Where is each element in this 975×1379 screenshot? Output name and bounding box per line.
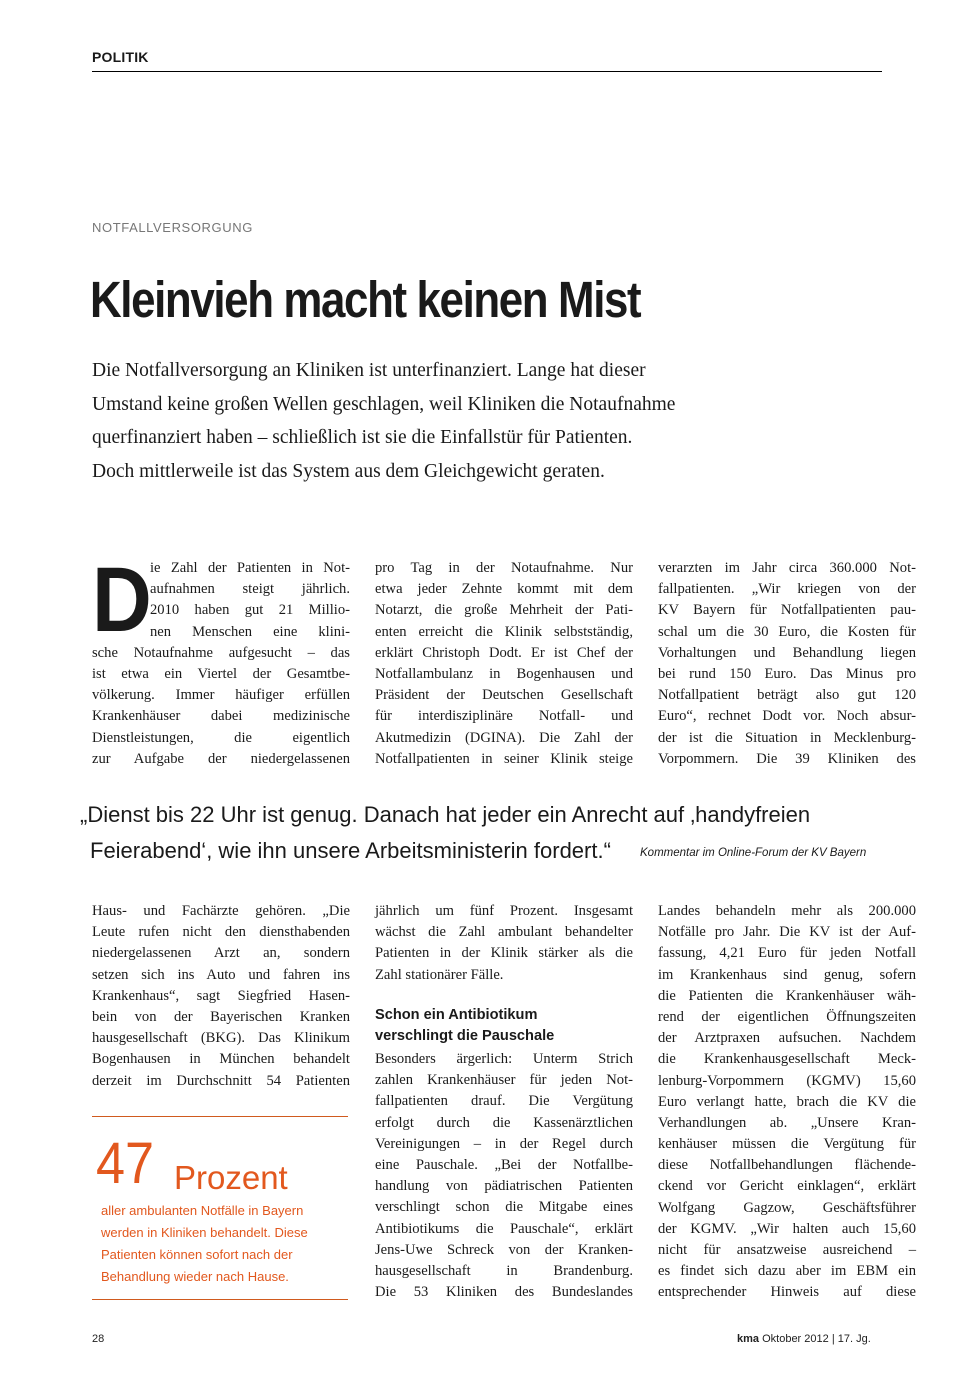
text-line: Notfallambulanz in Bogenhausen und <box>375 665 633 682</box>
text-line: Krankenhäuser dabei medizinische <box>92 708 350 725</box>
text-line: hausgesellschaft (BKG). Das Klinikum <box>92 1030 350 1047</box>
lead-line: Umstand keine großen Wellen geschlagen, weil Kliniken die Notaufnahme <box>92 393 676 415</box>
page-number: 28 <box>92 1333 105 1345</box>
text-line: Vorpommern. Die 39 Kliniken des <box>658 750 916 767</box>
text-line: schal um die 30 Euro, die Kosten für <box>658 623 916 640</box>
text-line: zur Aufgabe der niedergelassenen <box>92 750 350 767</box>
text-line: Patienten in der Klinik stärker als die <box>375 945 633 962</box>
sub-heading-line: Schon ein Antibiotikum <box>375 1007 538 1023</box>
factbox-text-line: aller ambulanten Notfälle in Bayern <box>101 1203 304 1218</box>
text-line: ie Zahl der Patienten in Not- <box>150 560 350 576</box>
factbox-unit: Prozent <box>174 1159 288 1196</box>
text-line: entsprechender Hinweis auf diese <box>658 1284 916 1301</box>
text-line: setzen sich ins Auto und fahren ins <box>92 966 350 983</box>
text-line: Haus- und Fachärzte gehören. „Die <box>92 903 350 919</box>
text-line: Verhandlungen ab. „Unsere Kran- <box>658 1114 916 1131</box>
text-line: nicht für ansatzweise ausreichend – <box>658 1242 916 1258</box>
text-line: rend der eigentlichen Öffnungszeiten <box>658 1008 916 1025</box>
factbox-top-rule <box>92 1116 348 1117</box>
text-line: Dienstleistungen, die eigentlich <box>92 729 350 746</box>
issue-date: Oktober 2012 <box>762 1333 829 1345</box>
text-line: verarzten im Jahr circa 360.000 Not- <box>658 560 916 576</box>
text-line: niedergelassenen Arzt an, sondern <box>92 945 350 962</box>
drop-cap: D <box>92 549 152 651</box>
text-line: Präsident der Deutschen Gesellschaft <box>375 687 633 704</box>
text-line: sche Notaufnahme aufgesucht – das <box>92 644 350 661</box>
lead-line: Die Notfallversorgung an Kliniken ist unterfinanziert. Lange hat dieser <box>92 360 646 381</box>
pull-quote-line: „Dienst bis 22 Uhr ist genug. Danach hat jeder ein Anrecht auf ‚handyfreien <box>80 802 811 827</box>
upper-column-1 <box>92 558 350 770</box>
text-line: Notfälle pro Jahr. Die KV ist der Auf- <box>658 924 916 941</box>
text-line: fallpatienten. „Wir kriegen von der <box>658 581 916 598</box>
pull-quote-source: Kommentar im Online-Forum der KV Bayern <box>640 847 867 859</box>
pull-quote-line: Feierabend‘, wie ihn unsere Arbeitsministerin fordert.“ <box>90 838 611 863</box>
text-line: jährlich um fünf Prozent. Insgesamt <box>375 903 633 919</box>
text-line: Die 53 Kliniken des Bundeslandes <box>375 1284 633 1301</box>
text-line: diese Notfallbehandlungen flächende- <box>658 1157 916 1174</box>
text-line: Zahl stationärer Fälle. <box>375 966 504 983</box>
text-line: handlung von pädiatrischen Patienten <box>375 1178 633 1195</box>
text-line: Landes behandeln mehr als 200.000 <box>658 903 916 919</box>
lower-column-1 <box>92 901 350 1092</box>
article-kicker: NOTFALLVERSORGUNG <box>92 220 253 235</box>
text-line: aufnahmen steigt jährlich. <box>150 581 350 598</box>
text-line: pro Tag in der Notaufnahme. Nur <box>375 560 633 576</box>
text-line: der Arztpraxen aufsuchen. Nachdem <box>658 1030 916 1047</box>
text-line: lenburg-Vorpommern (KGMV) 15,60 <box>658 1072 916 1089</box>
text-line: wächst die Zahl ambulant behandelter <box>375 924 633 941</box>
text-line: Vorhaltungen und Behandlung liegen <box>658 644 916 661</box>
text-line: bein von der Bayerischen Kranken <box>92 1008 350 1025</box>
text-line: Notfallpatienten in seiner Klinik steige <box>375 750 633 767</box>
text-line: verschlingt schon die Mitgabe eines <box>375 1199 633 1216</box>
text-line: Antibiotikums die Pauschale“, erklärt <box>375 1220 633 1237</box>
footer-separator: | <box>831 1333 835 1345</box>
text-line: Vereinigungen – in der Regel durch <box>375 1135 633 1152</box>
sub-heading <box>375 1005 554 1047</box>
text-line: Notarzt, die große Mehrheit der Pati- <box>375 602 633 619</box>
text-line: Notfallpatient beträgt also gut 120 <box>658 687 916 704</box>
lead-line: querfinanziert haben – schließlich ist sie die Einfallstür für Patienten. <box>92 427 633 448</box>
factbox-number: 47 <box>96 1131 155 1196</box>
lead-line: Doch mittlerweile ist das System aus dem Gleichgewicht geraten. <box>92 460 605 482</box>
text-line: kenhäuser müssen die Vergütung für <box>658 1136 916 1153</box>
factbox-text-line: werden in Kliniken behandelt. Diese <box>101 1225 308 1240</box>
text-line: der ist die Situation in Mecklenburg- <box>658 729 916 746</box>
text-line: ckend vor Gericht einklagen“, erklärt <box>658 1178 916 1195</box>
text-line: Krankenhaus“, sagt Siegfried Hasen- <box>92 987 350 1004</box>
text-line: hausgesellschaft in Brandenburg. <box>375 1262 633 1279</box>
text-line: die Patienten die Krankenhäuser wäh- <box>658 987 916 1004</box>
factbox-text <box>101 1200 351 1288</box>
text-line: eine Pauschale. „Bei der Notfallbe- <box>375 1156 633 1173</box>
text-line: erklärt Christoph Dodt. Er ist Chef der <box>375 644 633 661</box>
upper-column-2 <box>375 558 633 770</box>
header-rule <box>92 71 882 72</box>
lower-column-2-bottom <box>375 1049 633 1303</box>
article-lead <box>92 354 812 488</box>
text-line: KV Bayern für Notfallpatienten pau- <box>658 602 916 619</box>
text-line: 2010 haben gut 21 Millio- <box>150 602 350 619</box>
lower-column-2-top <box>375 901 633 986</box>
text-line: ist etwa ein Viertel der Gesamtbe- <box>92 665 350 682</box>
volume: 17. Jg. <box>837 1333 871 1345</box>
text-line: es findet sich dazu aber im EBM ein <box>658 1263 916 1280</box>
text-line: fallpatienten drauf. Die Vergütung <box>375 1093 633 1110</box>
lower-column-3 <box>658 901 916 1304</box>
text-line: enten erreicht die Klinik selbstständig, <box>375 623 633 640</box>
factbox-bottom-rule <box>92 1299 348 1300</box>
text-line: Euro“, rechnet Dodt vor. Noch absur- <box>658 708 916 725</box>
text-line: derzeit im Durchschnitt 54 Patienten <box>92 1072 350 1089</box>
text-line: zahlen Krankenhäuser für jeden Not- <box>375 1072 633 1089</box>
upper-column-3 <box>658 558 916 770</box>
text-line: Besonders ärgerlich: Unterm Strich <box>375 1051 633 1067</box>
text-line: Bogenhausen in München behandelt <box>92 1051 350 1068</box>
sub-heading-line: verschlingt die Pauschale <box>375 1028 555 1044</box>
magazine-name: kma <box>737 1333 760 1345</box>
article-title: Kleinvieh macht keinen Mist <box>90 271 641 328</box>
text-line: die Krankenhausgesellschaft Meck- <box>658 1051 916 1068</box>
factbox-text-line: Behandlung wieder nach Hause. <box>101 1269 289 1284</box>
footer-issue-info <box>737 1333 871 1345</box>
text-line: Leute rufen nicht den diensthabenden <box>92 924 350 941</box>
text-line: nen Menschen eine klini- <box>150 623 350 640</box>
text-line: im Krankenhaus sind genug, sofern <box>658 966 916 983</box>
factbox-text-line: Patienten können sofort nach der <box>101 1247 293 1262</box>
text-line: völkerung. Immer häufiger erfüllen <box>92 687 350 704</box>
text-line: bei rund 150 Euro. Das Minus pro <box>658 665 916 682</box>
text-line: Euro verlangt hatte, brach die KV die <box>658 1093 916 1110</box>
text-line: Wolfgang Gagzow, Geschäftsführer <box>658 1199 916 1216</box>
text-line: fassung, 4,21 Euro für jeden Notfall <box>658 945 916 962</box>
text-line: etwa jeder Zehnte kommt mit dem <box>375 581 633 598</box>
text-line: erfolgt durch die Kassenärztlichen <box>375 1114 633 1131</box>
text-line: Akutmedizin (DGINA). Die Zahl der <box>375 729 633 746</box>
text-line: der KGMV. „Wir halten auch 15,60 <box>658 1220 916 1237</box>
section-label: POLITIK <box>92 49 149 65</box>
text-line: für interdisziplinäre Notfall- und <box>375 708 633 725</box>
text-line: Jens-Uwe Schreck von der Kranken- <box>375 1241 633 1258</box>
